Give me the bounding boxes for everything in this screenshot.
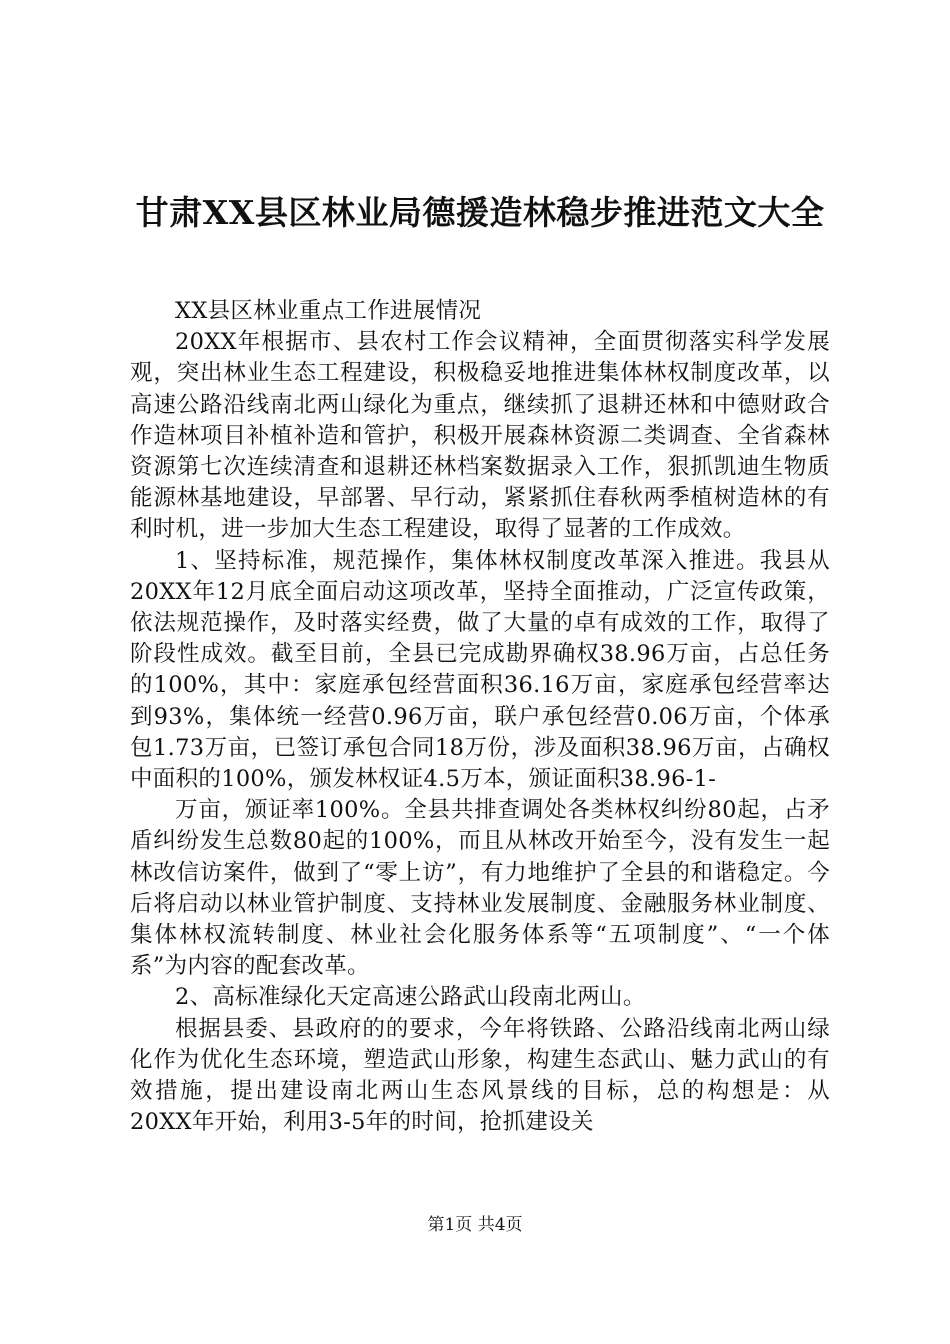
paragraph-intro: 20XX年根据市、县农村工作会议精神，全面贯彻落实科学发展观，突出林业生态工程建设，积极稳妥地推进集体林权制度改革，以高速公路沿线南北两山绿化为重点，继续抓了退耕还林和中德财政合作造林项目补植补造和管护，积极开展森林资源二类调查、全省森林资源第七次连续清查和退耕还林档案数据录入工作，狠抓凯迪生物质能源林基地建设，早部署、早行动，紧紧抓住春秋两季植树造林的有利时机，进一步加大生态工程建设，取得了显著的工作成效。 (130, 329, 830, 543)
paragraph-dispute-resolution: 万亩，颁证率100%。全县共排查调处各类林权纠纷80起，占矛盾纠纷发生总数80起的100%，而且从林改开始至今，没有发生一起林改信访案件，做到了“零上访”，有力地维护了全县的和谐稳定。今后将启动以林业管护制度、支持林业发展制度、金融服务林业制度、集体林权流转制度、林业社会化服务体系等“五项制度”、“一个体系”为内容的配套改革。 (130, 797, 830, 980)
document-title: 甘肃XX县区林业局德援造林稳步推进范文大全 (135, 193, 825, 232)
page-footer: 第1页 共4页 (427, 1215, 523, 1235)
paragraph-forest-rights-reform: 1、坚持标准，规范操作，集体林权制度改革深入推进。我县从20XX年12月底全面启动这项改革，坚持全面推动，广泛宣传政策，依法规范操作，及时落实经费，做了大量的卓有成效的工作，取得了阶段性成效。截至目前，全县已完成勘界确权38.96万亩，占总任务的100%，其中：家庭承包经营面积36.16万亩，家庭承包经营率达到93%，集体统一经营0.96万亩，联户承包经营0.06万亩，个体承包1.73万亩，已签订承包合同18万份，涉及面积38.96万亩，占确权中面积的100%，颁发林权证4.5万本，颁证面积38.96-1- (130, 547, 830, 793)
paragraph-highway-greening: 根据县委、县政府的的要求，今年将铁路、公路沿线南北两山绿化作为优化生态环境，塑造武山形象，构建生态武山、魅力武山的有效措施，提出建设南北两山生态风景线的目标，总的构想是：从20XX年开始，利用3-5年的时间，抢抓建设关 (130, 1015, 830, 1136)
document-body (130, 296, 830, 1138)
paragraph-highway-greening-heading: 2、高标准绿化天定高速公路武山段南北两山。 (175, 984, 646, 1011)
section-heading: XX县区林业重点工作进展情况 (175, 298, 482, 324)
